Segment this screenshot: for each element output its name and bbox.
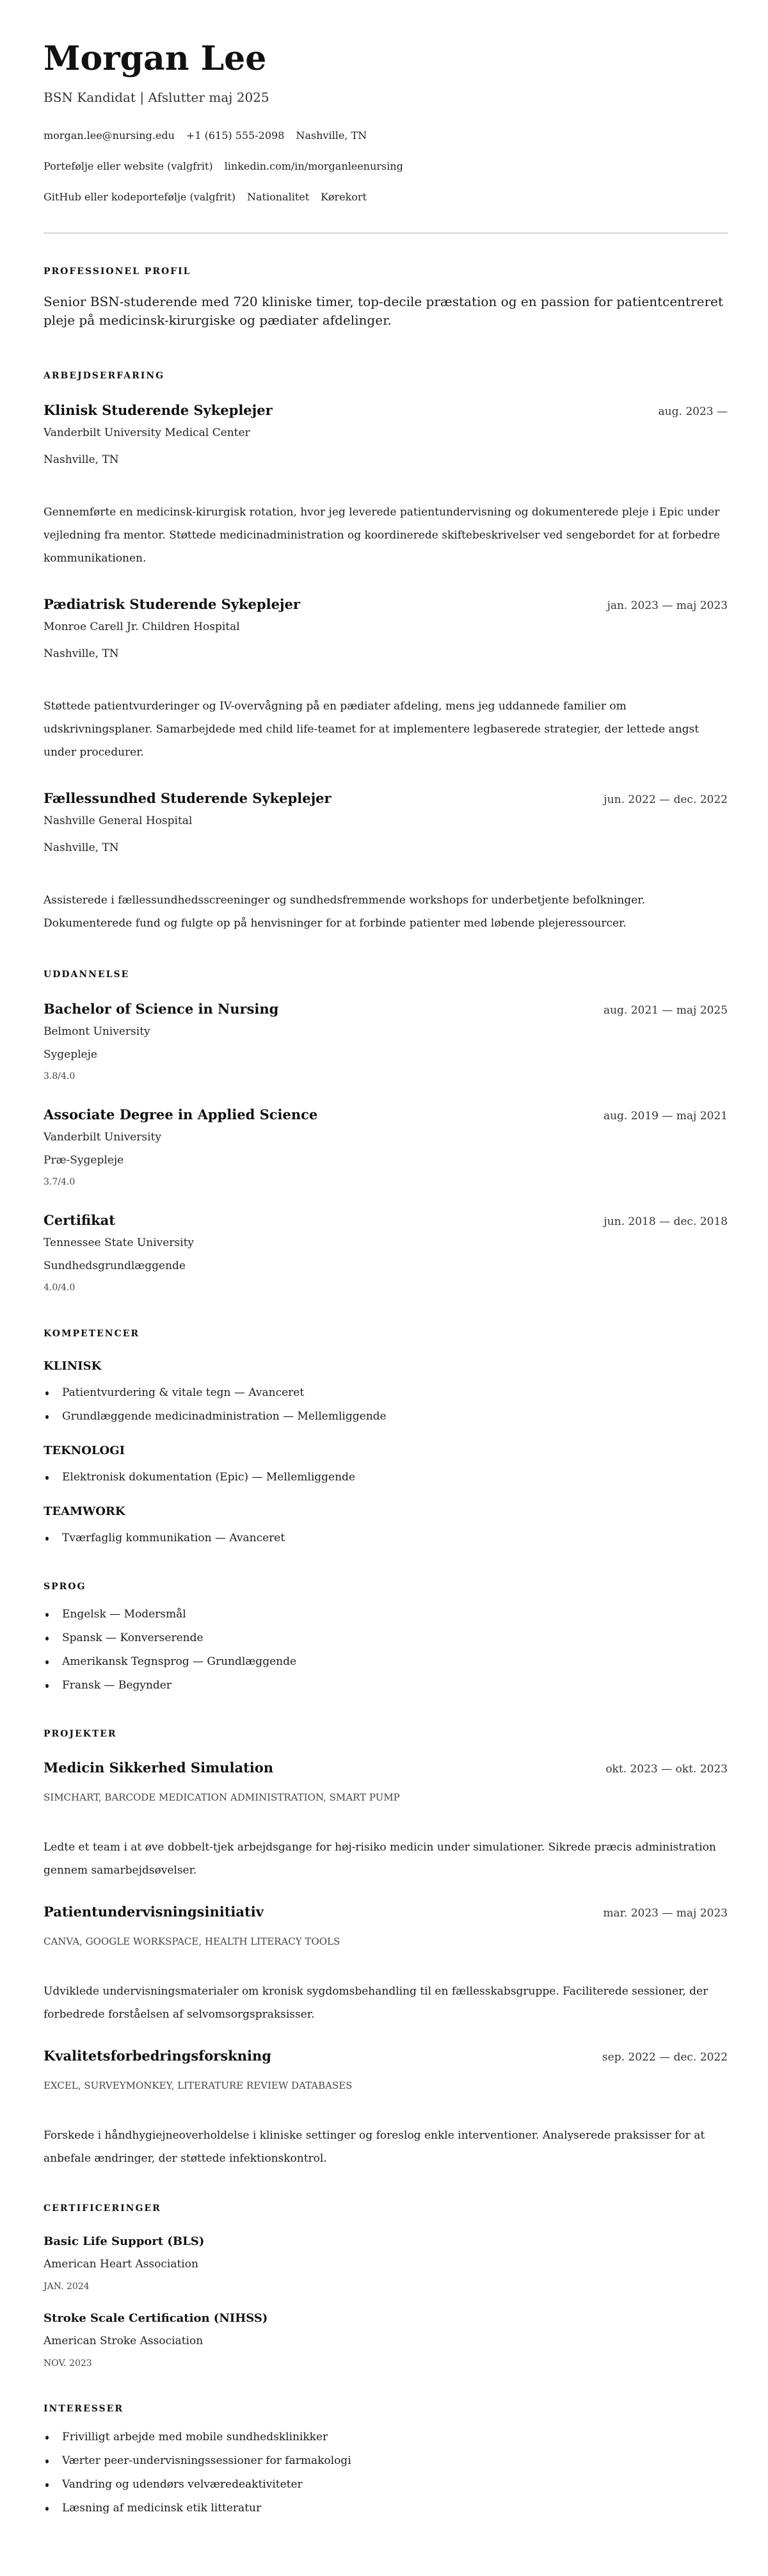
skill-list	[44, 1466, 728, 1489]
education-entry	[44, 1211, 728, 1294]
skill-item: Tværfaglig kommunikation — Avanceret	[44, 1527, 728, 1550]
contact-row	[44, 190, 728, 205]
project-header	[44, 2047, 728, 2066]
project-entry	[44, 1903, 728, 2026]
interest-item: Frivilligt arbejde med mobile sundhedsklinikker	[44, 2426, 728, 2449]
job-date: jun. 2022 — dec. 2022	[604, 793, 728, 806]
project-entry	[44, 2047, 728, 2170]
section-title: PROFESSIONEL PROFIL	[44, 266, 191, 277]
section-title: KOMPETENCER	[44, 1329, 140, 1339]
project-entry	[44, 1759, 728, 1882]
section-title: SPROG	[44, 1582, 86, 1592]
project-tech: EXCEL, SURVEYMONKEY, LITERATURE REVIEW DATABASES	[44, 2080, 353, 2091]
job-description: Gennemførte en medicinsk-kirurgisk rotation, hvor jeg leverede patientundervisning og dokumenterede pleje i Epic under vejledning fra mentor. Støttede medicinadministration og koordinerede skiftebeskrivelser ved sengebordet for at forbedre kommunikationen.	[44, 506, 720, 565]
interests-section	[44, 2402, 728, 2520]
header-divider	[44, 232, 728, 234]
language-item: Spansk — Konverserende	[44, 1626, 728, 1650]
skill-group-title: KLINISK	[44, 1359, 102, 1373]
section-title: UDDANNELSE	[44, 969, 130, 980]
languages-section	[44, 1580, 728, 1697]
project-date: mar. 2023 — maj 2023	[603, 1907, 728, 1920]
section-title: CERTIFICERINGER	[44, 2203, 161, 2214]
job-title: Pædiatrisk Studerende Sykeplejer	[44, 596, 300, 612]
certification-issuer: American Heart Association	[44, 2258, 198, 2271]
language-item: Fransk — Begynder	[44, 1674, 728, 1697]
job-header	[44, 401, 728, 421]
candidate-name: Morgan Lee	[44, 39, 267, 78]
job-location: Nashville, TN	[44, 647, 119, 660]
education-section	[44, 968, 728, 1294]
experience-entry	[44, 401, 728, 570]
education-entry	[44, 1000, 728, 1083]
gpa: 4.0/4.0	[44, 1283, 76, 1293]
contact-location: Nashville, TN	[296, 129, 367, 142]
skill-list	[44, 1381, 728, 1429]
certification-name: Stroke Scale Certification (NIHSS)	[44, 2312, 268, 2325]
job-description: Støttede patientvurderinger og IV-overvågning på en pædiater afdeling, mens jeg uddannede familier om udskrivningsplaner. Samarbejdede med child life-teamet for at implementere legbaserede strategier, der lettede angst under procedurer.	[44, 700, 700, 759]
school-name: Tennessee State University	[44, 1236, 195, 1249]
gpa: 3.7/4.0	[44, 1177, 76, 1187]
field-of-study: Præ-Sygepleje	[44, 1154, 124, 1167]
resume-header	[44, 40, 728, 234]
certification-issuer: American Stroke Association	[44, 2335, 204, 2347]
projects-section	[44, 1728, 728, 2170]
certification-date: NOV. 2023	[44, 2358, 92, 2369]
contact-portfolio[interactable]: Portefølje eller website (valgfrit)	[44, 160, 213, 172]
project-date: okt. 2023 — okt. 2023	[605, 1763, 728, 1776]
contact-phone[interactable]: +1 (615) 555-2098	[186, 129, 285, 142]
certification-name: Basic Life Support (BLS)	[44, 2235, 205, 2248]
project-header	[44, 1903, 728, 1922]
job-employer: Monroe Carell Jr. Children Hospital	[44, 620, 240, 633]
job-employer: Vanderbilt University Medical Center	[44, 426, 250, 439]
degree-title: Certifikat	[44, 1212, 115, 1228]
degree-date: jun. 2018 — dec. 2018	[604, 1215, 728, 1228]
certification-date: JAN. 2024	[44, 2281, 90, 2292]
skills-section	[44, 1327, 728, 1550]
job-date: jan. 2023 — maj 2023	[607, 599, 728, 612]
degree-header	[44, 1000, 728, 1019]
field-of-study: Sygepleje	[44, 1048, 97, 1061]
project-date: sep. 2022 — dec. 2022	[602, 2051, 728, 2064]
contact-github[interactable]: GitHub eller kodeportefølje (valgfrit)	[44, 191, 236, 203]
certification-entry	[44, 2310, 728, 2370]
job-header	[44, 595, 728, 615]
project-tech: CANVA, GOOGLE WORKSPACE, HEALTH LITERACY TOOLS	[44, 1936, 340, 1947]
experience-entry	[44, 790, 728, 935]
profile-summary: Senior BSN-studerende med 720 kliniske timer, top-decile præstation og en passion for patientcentreret pleje på medicinsk-kirurgiske og pædiater afdelinger.	[44, 294, 723, 328]
skill-list	[44, 1527, 728, 1550]
skill-item: Grundlæggende medicinadministration — Mellemliggende	[44, 1405, 728, 1429]
certifications-section	[44, 2202, 728, 2370]
contact-nationality: Nationalitet	[247, 191, 310, 203]
skill-group-title: TEKNOLOGI	[44, 1444, 125, 1457]
job-location: Nashville, TN	[44, 841, 119, 854]
contact-row	[44, 128, 728, 143]
section-title: ARBEJDSERFARING	[44, 371, 165, 381]
job-date: aug. 2023 —	[658, 405, 728, 418]
project-description: Udviklede undervisningsmaterialer om kronisk sygdomsbehandling til en fællesskabsgruppe. Faciliterede sessioner, der forbedrede forståelsen af selvomsorgspraksisser.	[44, 1985, 708, 2021]
job-description: Assisterede i fællessundhedsscreeninger og sundhedsfremmende workshops for underbetjente befolkninger. Dokumenterede fund og fulgte op på henvisninger for at forbinde patienter med løbende plejeressourcer.	[44, 894, 645, 930]
degree-header	[44, 1211, 728, 1231]
skill-group-title: TEAMWORK	[44, 1505, 125, 1518]
job-header	[44, 790, 728, 809]
contact-license: Kørekort	[321, 191, 367, 203]
field-of-study: Sundhedsgrundlæggende	[44, 1260, 186, 1272]
gpa: 3.8/4.0	[44, 1071, 76, 1081]
school-name: Vanderbilt University	[44, 1131, 161, 1144]
school-name: Belmont University	[44, 1025, 150, 1038]
section-title: INTERESSER	[44, 2404, 124, 2414]
degree-title: Bachelor of Science in Nursing	[44, 1001, 279, 1017]
project-tech: SIMCHART, BARCODE MEDICATION ADMINISTRATION, SMART PUMP	[44, 1792, 400, 1803]
candidate-subtitle: BSN Kandidat | Afslutter maj 2025	[44, 90, 269, 105]
degree-date: aug. 2019 — maj 2021	[603, 1110, 728, 1122]
interest-item: Læsning af medicinsk etik litteratur	[44, 2497, 728, 2520]
contact-row	[44, 159, 728, 174]
degree-date: aug. 2021 — maj 2025	[603, 1004, 728, 1017]
job-location: Nashville, TN	[44, 453, 119, 466]
certification-entry	[44, 2233, 728, 2293]
project-title: Patientundervisningsinitiativ	[44, 1904, 264, 1920]
job-title: Klinisk Studerende Sykeplejer	[44, 402, 273, 418]
language-item: Amerikansk Tegnsprog — Grundlæggende	[44, 1650, 728, 1674]
project-header	[44, 1759, 728, 1778]
project-description: Ledte et team i at øve dobbelt-tjek arbejdsgange for høj-risiko medicin under simulationer. Sikrede præcis administration gennem samarbejdsøvelser.	[44, 1841, 716, 1877]
section-title: PROJEKTER	[44, 1729, 117, 1739]
project-title: Medicin Sikkerhed Simulation	[44, 1760, 274, 1776]
profile-section	[44, 265, 728, 330]
education-entry	[44, 1106, 728, 1188]
job-title: Fællessundhed Studerende Sykeplejer	[44, 790, 332, 806]
contact-linkedin[interactable]: linkedin.com/in/morganleenursing	[224, 160, 403, 172]
project-description: Forskede i håndhygiejneoverholdelse i kliniske settinger og foreslog enkle interventioner. Analyserede praksisser for at anbefale ændringer, der støttede infektionskontrol.	[44, 2129, 705, 2165]
skill-item: Elektronisk dokumentation (Epic) — Mellemliggende	[44, 1466, 728, 1489]
interest-item: Værter peer-undervisningssessioner for farmakologi	[44, 2449, 728, 2473]
project-title: Kvalitetsforbedringsforskning	[44, 2048, 271, 2064]
language-item: Engelsk — Modersmål	[44, 1603, 728, 1626]
degree-title: Associate Degree in Applied Science	[44, 1106, 318, 1122]
job-employer: Nashville General Hospital	[44, 814, 193, 827]
interest-item: Vandring og udendørs velværedeaktiviteter	[44, 2473, 728, 2497]
experience-section	[44, 369, 728, 935]
skill-item: Patientvurdering & vitale tegn — Avanceret	[44, 1381, 728, 1405]
degree-header	[44, 1106, 728, 1125]
experience-entry	[44, 595, 728, 764]
contact-email[interactable]: morgan.lee@nursing.edu	[44, 129, 175, 142]
